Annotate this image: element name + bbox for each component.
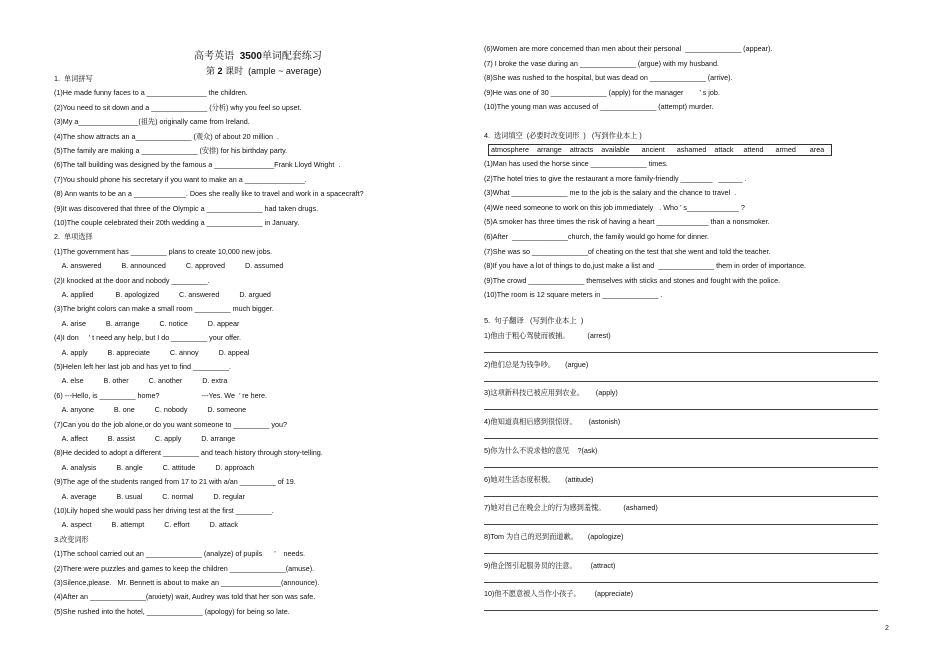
- text-line: (7)You should phone his secretary if you want to make an a _______________.: [54, 174, 307, 184]
- text-line: (9)The age of the students ranged from 17 to 21 with a/an _________ of 19.: [54, 477, 296, 487]
- translation-prompt: 5)你为什么不说求他的意见 ?(ask): [484, 445, 598, 455]
- text-line: A. average B. usual C. normal D. regular: [54, 491, 245, 501]
- answer-line: [484, 524, 878, 525]
- text-line: A. analysis B. angle C. attitude D. approach: [54, 462, 255, 472]
- text-line: (9)The crowd ______________ themselves with sticks and stones and fought with the police.: [484, 275, 781, 285]
- text-line: (1)The government has _________ plans to create 10,000 new jobs.: [54, 246, 273, 256]
- answer-line: [484, 582, 878, 583]
- text-line: (3)My a_______________(祖先) originally came from Ireland.: [54, 117, 250, 127]
- text-line: (2)The hotel tries to give the restaurant a more family-friendly ________ ______ .: [484, 173, 747, 183]
- text-line: (9)He was one of 30 ______________ (apply) for the manager ’ s job.: [484, 87, 720, 97]
- text-line: A. anyone B. one C. nobody D. someone: [54, 405, 247, 415]
- text-line: (3)What ______________ me to the job is the salary and the chance to travel .: [484, 188, 737, 198]
- text-line: (5)The family are making a ______________ (安排) for his birthday party.: [54, 146, 288, 155]
- word-box: atmosphere arrange attracts available ancient ashamed attack attend armed area: [488, 144, 832, 156]
- text-line: (6) ---Hello, is _________ home? ---Yes. We ’ re here.: [54, 390, 268, 400]
- text-line: (8)If you have a lot of things to do,just make a list and ______________ them in order of importance.: [484, 261, 807, 271]
- text-line: (5)A smoker has three times the risk of having a heart _____________ than a nonsmoker.: [484, 217, 770, 227]
- text-line: (1)The school carried out an ______________ (analyze) of pupils ’ needs.: [54, 549, 306, 559]
- answer-line: [484, 467, 878, 468]
- text-line: (6)Women are more concerned than men about their personal ______________ (appear).: [484, 44, 773, 53]
- text-line: A. else B. other C. another D. extra: [54, 376, 228, 386]
- text-line: (4)After an ______________(anxiety) wait, Audrey was told that her son was safe.: [54, 592, 316, 602]
- text-line: 1. 单词拼写: [54, 74, 93, 83]
- text-line: (4)We need someone to work on this job immediately . Who ’ s_____________ ?: [484, 202, 745, 212]
- text-line: (10)The room is 12 square meters in ______________ .: [484, 290, 663, 300]
- text-line: (7)She was so ______________of cheating on the test that she went and told the teacher.: [484, 246, 771, 256]
- text-line: (1)He made funny faces to a _______________ the children.: [54, 88, 248, 98]
- text-line: A. arise B. arrange C. notice D. appear: [54, 318, 240, 328]
- text-line: (9)It was discovered that three of the Olympic a ______________ had taken drugs.: [54, 203, 319, 213]
- translation-prompt: 4)他知道真相后感到很惊讶。 (astonish): [484, 417, 621, 427]
- text-line: (5)She rushed into the hotel, ______________ (apology) for being so late.: [54, 606, 290, 616]
- text-line: 2. 单项选择: [54, 232, 93, 242]
- page-subtitle: 第 2 课时 (ample ~ average): [206, 66, 322, 76]
- translation-prompt: 10)他不愿意被人当作小孩子。 (appreciate): [484, 589, 633, 599]
- answer-line: [484, 352, 878, 353]
- translation-prompt: 7)她对自己在晚会上的行为感到羞愧。 (ashamed): [484, 503, 658, 513]
- translation-prompt: 8)Tom 为自己的迟到而道歉。 (apologize): [484, 531, 624, 541]
- section-5-heading: 5. 句子翻译 (写到作业本上 ): [484, 316, 584, 325]
- text-line: (8)He decided to adopt a different _________ and teach history through story-telling.: [54, 448, 323, 458]
- text-line: (10)The couple celebrated their 20th wedding a ______________ in January.: [54, 218, 300, 227]
- translation-prompt: 9)他企图引起服务员的注意。 (attract): [484, 560, 616, 570]
- page-number: 2: [885, 625, 889, 632]
- text-line: (1)Man has used the horse since ______________ times.: [484, 159, 668, 168]
- text-line: A. apply B. appreciate C. annoy D. appeal: [54, 347, 250, 357]
- text-line: (2)There were puzzles and games to keep the children ______________(amuse).: [54, 563, 315, 573]
- text-line: (10)The young man was accused of ______________ (attempt) murder.: [484, 102, 714, 111]
- translation-prompt: 6)她对生活态度积极。 (attitude): [484, 474, 594, 484]
- text-line: (2)I knocked at the door and nobody _________.: [54, 275, 210, 285]
- text-line: (6)After ______________church, the family would go home for dinner.: [484, 232, 709, 241]
- answer-line: [484, 438, 878, 439]
- translation-prompt: 2)他们总是为钱争吵。 (argue): [484, 359, 589, 369]
- text-line: (2)You need to sit down and a ______________ (分析) why you feel so upset.: [54, 102, 302, 112]
- answer-line: [484, 381, 878, 382]
- text-line: 4. 选词填空 (必要时改变词形 ) (写到作业本上 ): [484, 131, 642, 140]
- page-title: 高考英语 3500单词配套练习: [194, 51, 322, 62]
- text-line: A. answered B. announced C. approved D. assumed: [54, 261, 284, 271]
- answer-line: [484, 610, 878, 611]
- text-line: A. affect B. assist C. apply D. arrange: [54, 434, 236, 443]
- answer-line: [484, 409, 878, 410]
- text-line: (3)Silence,please. Mr. Bennett is about to make an _______________(announce).: [54, 578, 320, 587]
- text-line: (10)Lily hoped she would pass her driving test at the first _________.: [54, 506, 274, 515]
- text-line: A. aspect B. attempt C. effort D. attack: [54, 520, 239, 530]
- text-line: (6)The tall building was designed by the famous a _______________Frank Lloyd Wright .: [54, 160, 341, 170]
- text-line: (3)The bright colors can make a small room _________ much bigger.: [54, 304, 274, 314]
- answer-line: [484, 553, 878, 554]
- text-line: (8)She was rushed to the hospital, but was dead on ______________ (arrive).: [484, 73, 733, 82]
- text-line: (4)I don ’ t need any help, but I do _________ your offer.: [54, 333, 242, 343]
- text-line: (7) I broke the vase during an ______________ (argue) with my husband.: [484, 58, 719, 68]
- answer-line: [484, 496, 878, 497]
- translation-prompt: 3)这项新科技已被应用到农业。 (apply): [484, 388, 618, 398]
- text-line: (4)The show attracts an a______________ (观众) of about 20 million .: [54, 131, 279, 141]
- text-line: A. applied B. apologized C. answered D. argued: [54, 290, 271, 299]
- text-line: (7)Can you do the job alone,or do you want someone to _________ you?: [54, 419, 287, 429]
- text-line: 3.改变词形: [54, 534, 89, 544]
- translation-prompt: 1)他由于粗心驾驶而被捕。 (arrest): [484, 331, 611, 340]
- text-line: (5)Helen left her last job and has yet to find _________.: [54, 362, 232, 371]
- text-line: (8) Ann wants to be an a _____________. Does she really like to travel and work in a spacecraft?: [54, 189, 364, 199]
